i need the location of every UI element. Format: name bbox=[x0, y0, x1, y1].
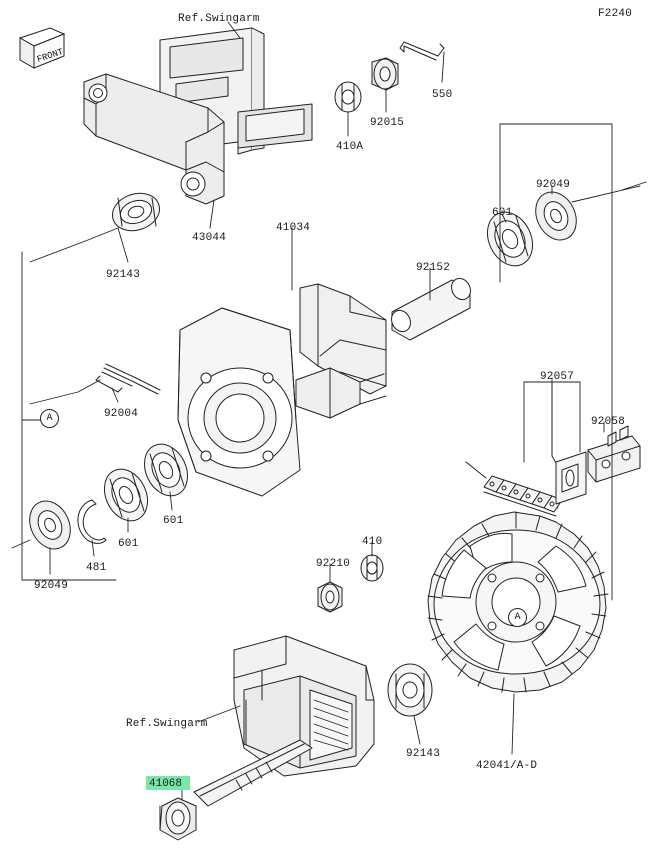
label-part-410[interactable]: 410 bbox=[362, 536, 383, 548]
label-part-550[interactable]: 550 bbox=[432, 89, 453, 101]
label-part-481[interactable]: 481 bbox=[86, 562, 107, 574]
sheet-code: F2240 bbox=[598, 8, 633, 20]
label-part-410a[interactable]: 410A bbox=[336, 141, 364, 153]
front-direction-marker bbox=[18, 26, 66, 74]
label-part-601-top[interactable]: 601 bbox=[492, 207, 513, 219]
label-ref-swingarm-top[interactable]: Ref.Swingarm bbox=[178, 13, 260, 25]
label-part-41068-highlighted[interactable]: 41068 bbox=[149, 778, 183, 790]
label-part-92143-bottom[interactable]: 92143 bbox=[406, 748, 441, 760]
label-ref-swingarm-bottom[interactable]: Ref.Swingarm bbox=[126, 718, 208, 730]
label-part-92152[interactable]: 92152 bbox=[416, 262, 451, 274]
reference-marker-a-sprocket: A bbox=[508, 608, 527, 627]
label-part-42041[interactable]: 42041/A-D bbox=[476, 760, 538, 772]
label-part-43044[interactable]: 43044 bbox=[192, 232, 227, 244]
front-label: FRONT bbox=[35, 46, 65, 65]
label-part-92004[interactable]: 92004 bbox=[104, 408, 139, 420]
label-part-601-mid[interactable]: 601 bbox=[163, 515, 184, 527]
label-part-92015[interactable]: 92015 bbox=[370, 117, 405, 129]
label-part-601-low[interactable]: 601 bbox=[118, 538, 139, 550]
label-part-41034[interactable]: 41034 bbox=[276, 222, 311, 234]
label-part-92210[interactable]: 92210 bbox=[316, 558, 351, 570]
label-part-92143-top[interactable]: 92143 bbox=[106, 269, 141, 281]
label-part-92058[interactable]: 92058 bbox=[591, 416, 626, 428]
label-part-92049-low[interactable]: 92049 bbox=[34, 580, 69, 592]
reference-marker-a-left: A bbox=[40, 409, 59, 428]
label-part-92049-top[interactable]: 92049 bbox=[536, 179, 571, 191]
label-part-92057[interactable]: 92057 bbox=[540, 371, 575, 383]
